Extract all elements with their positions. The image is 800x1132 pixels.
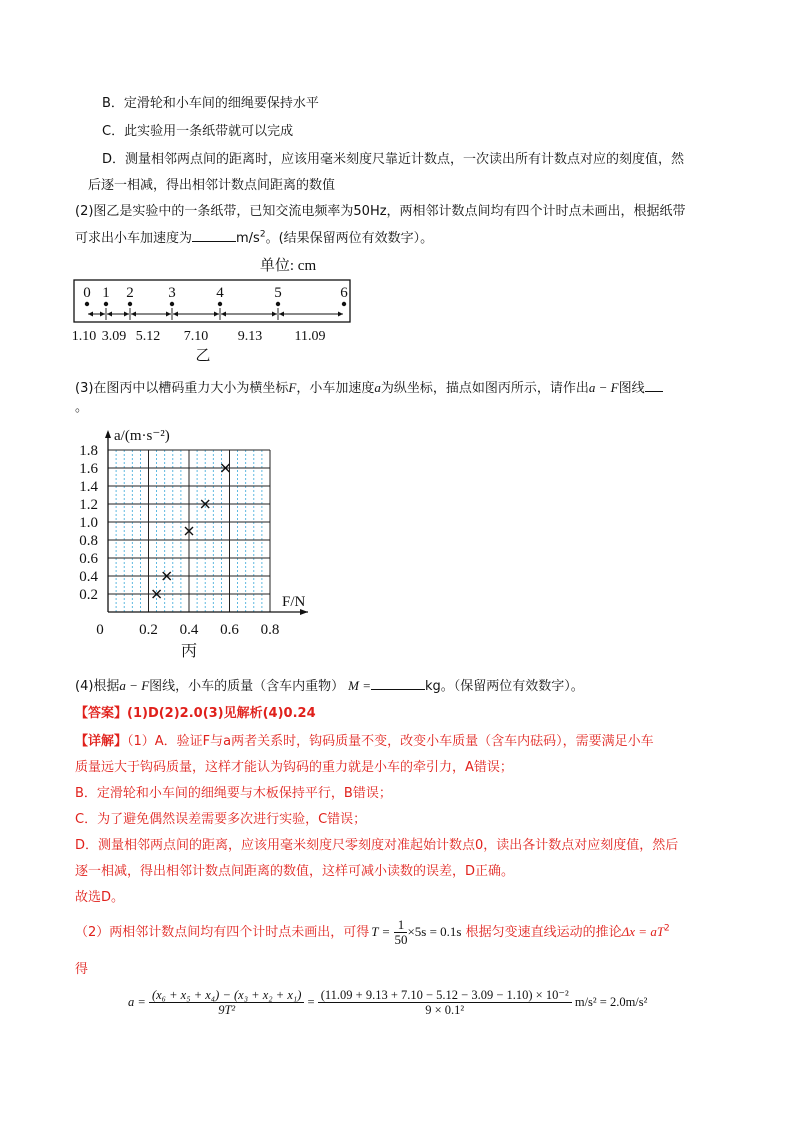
formula-fraction-symbolic: $\frac{\text{(x₆ + x₅ + x₄) − (x₃ + x₂ + x₁)}}{\text{9T²}}$ xyxy=(149,988,304,1017)
chart-x-tick-label: 0 xyxy=(96,622,104,638)
acceleration-formula: a = $\frac{\text{(x₆ + x₅ + x₄) − (x₃ + x₂ + x₁)}}{\text{9T²}}$ = $\frac{\text{(11.09 + 9.13 + 7.10 − 5.12 − 3.09 − 1.10) × 10⁻²}}{\text{9 × 0.1²}}$ m/s² = 2.0m/s² xyxy=(128,988,648,1017)
q4-answer-blank xyxy=(371,676,425,690)
explain-part2-line: （2）两相邻计数点间均有四个计时点未画出，可得 T = $\frac{1}{50}$ ×5s = 0.1s 根据匀变速直线运动的推论$\Delta x = aT^2$ xyxy=(75,917,670,947)
chart-y-label: a/(m·s⁻²) xyxy=(114,428,170,444)
tape-arrow-head xyxy=(131,312,136,317)
tape-dot xyxy=(128,302,132,306)
chart-y-tick-label: 0.8 xyxy=(79,533,98,549)
chart-y-tick-label: 1.8 xyxy=(79,443,98,459)
option-c: C．此实验用一条纸带就可以完成 xyxy=(102,124,294,139)
chart-y-tick-label: 1.0 xyxy=(79,515,98,531)
tape-arrow-head xyxy=(100,312,105,317)
chart-y-tick-label: 0.4 xyxy=(79,569,98,585)
option-d-line1: D．测量相邻两点间的距离时，应该用毫米刻度尺靠近计数点，一次读出所有计数点对应的刻度值，然 xyxy=(102,152,685,167)
chart-x-tick-label: 0.2 xyxy=(139,622,158,638)
chart-y-arrow xyxy=(105,430,111,438)
tape-dot xyxy=(218,302,222,306)
chart-y-tick-label: 1.6 xyxy=(79,461,98,477)
formula-fraction-numeric: $\frac{\text{(11.09 + 9.13 + 7.10 − 5.12 − 3.09 − 1.10) × 10⁻²}}{\text{9 × 0.1²}}$ xyxy=(318,988,572,1017)
tape-arrow-head xyxy=(338,312,343,317)
tape-arrow-head xyxy=(272,312,277,317)
tape-arrow-head xyxy=(173,312,178,317)
option-d-line2: 后逐一相减，得出相邻计数点间距离的数值 xyxy=(88,178,336,193)
q3-line2: 。 xyxy=(75,400,89,415)
answer-line: 【答案】(1)D(2)2.0(3)见解析(4)0.24 xyxy=(75,706,316,721)
tape-dot xyxy=(104,302,108,306)
option-b: B．定滑轮和小车间的细绳要保持水平 xyxy=(102,96,319,111)
tape-dot xyxy=(342,302,346,306)
tape-arrow-head xyxy=(166,312,171,317)
tape-dot xyxy=(85,302,89,306)
q2-answer-blank xyxy=(192,228,236,242)
chart-x-label: F/N xyxy=(282,594,306,610)
q3-line1: (3)在图丙中以槽码重力大小为横坐标F，小车加速度a为纵坐标，描点如图丙所示，请作出a − F图线 xyxy=(75,378,663,399)
chart-y-tick-label: 1.2 xyxy=(79,497,98,513)
chart-x-tick-label: 0.6 xyxy=(220,622,239,638)
tape-distance-label: 7.10 xyxy=(183,329,209,344)
q2-line1: (2)图乙是实验中的一条纸带，已知交流电频率为50Hz，两相邻计数点间均有四个计时点未画出，根据纸带 xyxy=(75,204,686,219)
a-f-chart xyxy=(60,420,330,670)
chart-y-tick-label: 0.6 xyxy=(79,551,98,567)
tape-point-label: 0 xyxy=(83,285,91,301)
chart-x-tick-label: 0.8 xyxy=(260,622,280,638)
tape-distance-label: 11.09 xyxy=(294,329,326,344)
chart-x-tick-label: 0.4 xyxy=(179,622,199,638)
tape-arrow-head xyxy=(124,312,129,317)
tape-distance-label: 3.09 xyxy=(101,329,127,344)
tape-caption: 乙 xyxy=(195,348,211,364)
q2-line2: 可求出小车加速度为 $m/s^2$。(结果保留两位有效数字）。 xyxy=(75,229,434,246)
tape-dot xyxy=(170,302,174,306)
explain-a-line1: 【详解】（1）A．验证F与a两者关系时，钩码质量不变，改变小车质量（含车内砝码），需要满足小车 xyxy=(75,734,654,749)
tape-dot xyxy=(276,302,280,306)
chart-y-tick-label: 1.4 xyxy=(79,479,98,495)
q4-line: (4)根据a − F图线，小车的质量（含车内重物） M = kg。（保留两位有效数字）。 xyxy=(75,678,584,694)
explain-get: 得 xyxy=(75,962,89,977)
tape-arrow-head xyxy=(279,312,284,317)
chart-caption: 丙 xyxy=(180,643,198,660)
tape-arrow-head xyxy=(214,312,219,317)
tape-point-label: 1 xyxy=(102,285,110,301)
explain-c: C．为了避免偶然误差需要多次进行实验，C错误； xyxy=(75,812,367,827)
tape-arrow-head xyxy=(88,312,93,317)
tape-point-label: 5 xyxy=(274,285,282,301)
tape-arrow-head xyxy=(107,312,112,317)
tape-strip xyxy=(74,280,350,322)
tape-point-label: 4 xyxy=(216,285,224,301)
explain-d-line1: D．测量相邻两点间的距离，应该用毫米刻度尺零刻度对准起始计数点0，读出各计数点对应刻度值，然后 xyxy=(75,838,679,853)
tape-point-label: 3 xyxy=(168,285,176,301)
q3-answer-blank xyxy=(645,378,663,392)
explain-b: B．定滑轮和小车间的细绳要与木板保持平行，B错误； xyxy=(75,786,392,801)
explain-d-line2: 逐一相减，得出相邻计数点间距离的数值，这样可减小读数的误差，D正确。 xyxy=(75,864,515,879)
period-fraction: $\frac{1}{50}$ xyxy=(394,917,408,947)
tape-distance-label: 1.10 xyxy=(71,329,97,344)
explain-a-line2: 质量远大于钩码质量，这样才能认为钩码的重力就是小车的牵引力，A错误； xyxy=(75,760,513,775)
tape-point-label: 2 xyxy=(126,285,134,301)
tape-arrow-head xyxy=(221,312,226,317)
explain-choice: 故选D。 xyxy=(75,890,125,905)
tape-distance-label: 5.12 xyxy=(135,329,161,344)
chart-y-tick-label: 0.2 xyxy=(79,587,98,603)
paper-tape-figure xyxy=(60,252,370,364)
tape-point-label: 6 xyxy=(340,285,348,301)
tape-distance-label: 9.13 xyxy=(237,329,263,344)
tape-unit-label: 单位: cm xyxy=(259,258,317,274)
